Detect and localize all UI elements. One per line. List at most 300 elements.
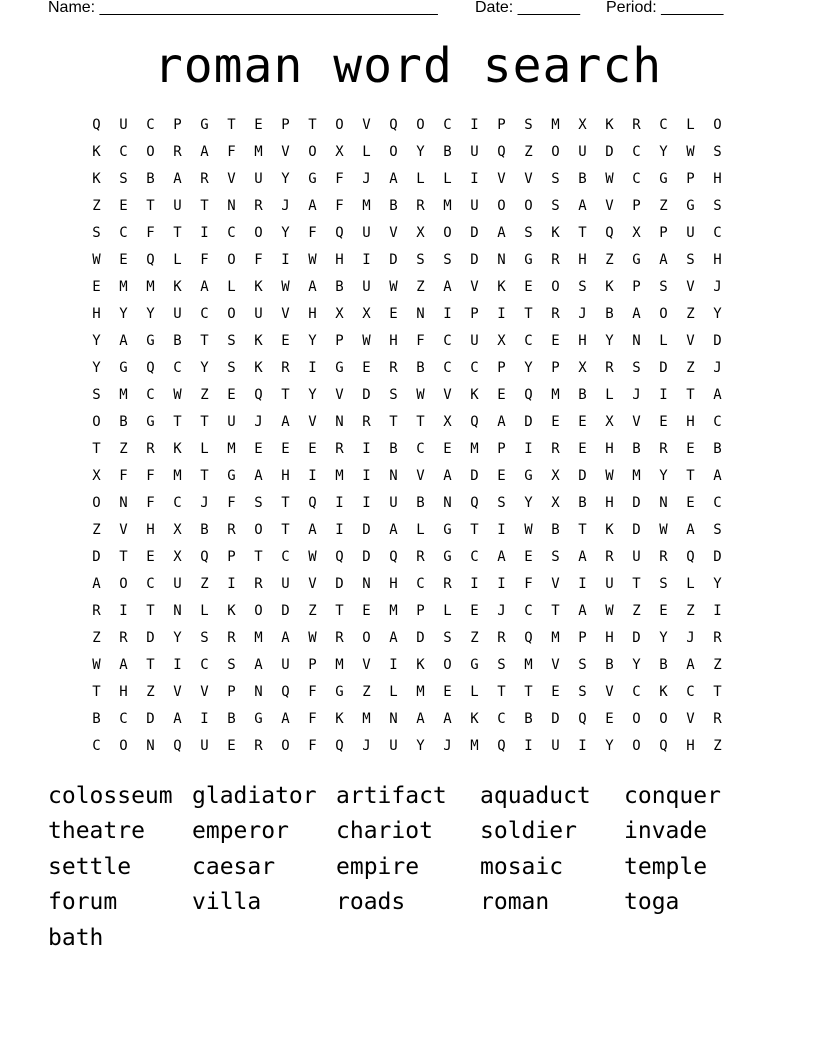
grid-letter: T: [146, 602, 155, 619]
grid-letter: W: [605, 602, 614, 619]
grid-letter: I: [524, 737, 533, 754]
grid-letter: M: [173, 467, 182, 484]
grid-letter: L: [659, 332, 668, 349]
grid-letter: U: [254, 305, 263, 322]
grid-letter: S: [524, 116, 533, 133]
grid-letter: T: [713, 683, 722, 700]
grid-letter: E: [119, 251, 128, 268]
grid-letter: P: [227, 683, 236, 700]
grid-letter: J: [497, 602, 506, 619]
grid-letter: F: [308, 710, 317, 727]
period-field[interactable]: Period: _______: [606, 0, 724, 16]
grid-letter: D: [146, 710, 155, 727]
grid-letter: F: [308, 224, 317, 241]
grid-letter: N: [119, 494, 128, 511]
grid-letter: Z: [524, 143, 533, 160]
grid-letter: I: [389, 656, 398, 673]
grid-letter: S: [551, 197, 560, 214]
grid-letter: W: [686, 143, 695, 160]
grid-letter: D: [605, 143, 614, 160]
grid-letter: W: [173, 386, 182, 403]
grid-letter: L: [686, 575, 695, 592]
grid-letter: K: [605, 521, 614, 538]
grid-letter: Z: [119, 440, 128, 457]
grid-letter: R: [362, 413, 371, 430]
grid-letter: V: [389, 224, 398, 241]
word-bank-item: villa: [192, 889, 262, 916]
grid-letter: U: [470, 143, 479, 160]
grid-letter: Y: [713, 305, 722, 322]
grid-letter: I: [470, 575, 479, 592]
grid-letter: Z: [92, 629, 101, 646]
grid-letter: I: [659, 386, 668, 403]
grid-letter: U: [632, 548, 641, 565]
grid-letter: O: [227, 251, 236, 268]
grid-letter: K: [659, 683, 668, 700]
grid-letter: T: [146, 197, 155, 214]
word-bank-item: aquaduct: [480, 782, 591, 809]
grid-letter: Y: [659, 143, 668, 160]
grid-letter: C: [281, 548, 290, 565]
word-bank-item: invade: [624, 818, 708, 845]
grid-letter: D: [470, 251, 479, 268]
grid-letter: F: [524, 575, 533, 592]
grid-letter: T: [254, 548, 263, 565]
grid-letter: L: [416, 521, 425, 538]
grid-letter: H: [308, 305, 317, 322]
grid-letter: I: [173, 656, 182, 673]
grid-letter: P: [497, 116, 506, 133]
grid-letter: T: [686, 386, 695, 403]
grid-letter: X: [551, 467, 560, 484]
word-bank-item: mosaic: [480, 853, 564, 880]
grid-letter: H: [92, 305, 101, 322]
grid-letter: L: [200, 602, 209, 619]
grid-letter: D: [389, 251, 398, 268]
grid-letter: M: [551, 386, 560, 403]
grid-letter: R: [713, 710, 722, 727]
grid-letter: U: [605, 575, 614, 592]
grid-letter: I: [119, 602, 128, 619]
grid-letter: K: [254, 359, 263, 376]
grid-letter: M: [551, 629, 560, 646]
grid-letter: C: [470, 548, 479, 565]
grid-letter: T: [497, 683, 506, 700]
grid-letter: C: [713, 494, 722, 511]
grid-letter: Z: [632, 602, 641, 619]
grid-letter: C: [470, 359, 479, 376]
grid-letter: S: [713, 197, 722, 214]
grid-letter: V: [308, 413, 317, 430]
grid-letter: P: [632, 278, 641, 295]
word-bank-item: conquer: [624, 782, 721, 809]
grid-letter: H: [605, 629, 614, 646]
grid-letter: L: [389, 683, 398, 700]
grid-letter: A: [308, 197, 317, 214]
grid-letter: W: [308, 629, 317, 646]
grid-letter: I: [227, 575, 236, 592]
word-bank-item: bath: [48, 924, 104, 951]
grid-letter: S: [497, 656, 506, 673]
grid-letter: B: [389, 440, 398, 457]
grid-letter: S: [659, 575, 668, 592]
grid-letter: E: [146, 548, 155, 565]
grid-letter: B: [200, 521, 209, 538]
grid-letter: M: [524, 656, 533, 673]
grid-letter: D: [416, 629, 425, 646]
grid-letter: Q: [335, 548, 344, 565]
grid-letter: U: [281, 656, 290, 673]
word-bank-item: forum: [48, 889, 118, 916]
grid-letter: M: [470, 440, 479, 457]
grid-letter: R: [443, 575, 452, 592]
grid-letter: A: [578, 548, 587, 565]
grid-letter: D: [659, 359, 668, 376]
grid-letter: Q: [389, 116, 398, 133]
grid-letter: L: [173, 251, 182, 268]
grid-letter: J: [254, 413, 263, 430]
grid-letter: Z: [713, 656, 722, 673]
word-bank: [48, 778, 768, 956]
grid-letter: Q: [308, 494, 317, 511]
grid-letter: Y: [92, 359, 101, 376]
grid-letter: R: [200, 170, 209, 187]
grid-letter: K: [92, 143, 101, 160]
grid-letter: U: [119, 116, 128, 133]
grid-letter: P: [578, 629, 587, 646]
grid-letter: D: [578, 467, 587, 484]
grid-letter: O: [227, 305, 236, 322]
grid-letter: O: [389, 143, 398, 160]
grid-letter: H: [389, 575, 398, 592]
grid-letter: M: [146, 278, 155, 295]
grid-letter: T: [551, 602, 560, 619]
grid-letter: X: [497, 332, 506, 349]
grid-letter: D: [632, 494, 641, 511]
grid-letter: X: [92, 467, 101, 484]
grid-letter: T: [119, 548, 128, 565]
grid-letter: C: [416, 575, 425, 592]
grid-letter: Y: [659, 467, 668, 484]
grid-letter: G: [254, 710, 263, 727]
grid-letter: D: [281, 602, 290, 619]
grid-letter: K: [335, 710, 344, 727]
grid-letter: O: [524, 197, 533, 214]
grid-letter: U: [227, 413, 236, 430]
grid-letter: I: [200, 710, 209, 727]
grid-letter: M: [227, 440, 236, 457]
grid-letter: C: [146, 575, 155, 592]
grid-letter: D: [632, 521, 641, 538]
grid-letter: U: [470, 197, 479, 214]
grid-letter: O: [308, 143, 317, 160]
grid-letter: W: [92, 251, 101, 268]
grid-letter: R: [551, 440, 560, 457]
grid-letter: Z: [308, 602, 317, 619]
grid-letter: W: [389, 278, 398, 295]
grid-letter: W: [659, 521, 668, 538]
grid-letter: Z: [659, 197, 668, 214]
grid-letter: X: [335, 305, 344, 322]
grid-letter: X: [173, 521, 182, 538]
grid-letter: A: [686, 521, 695, 538]
grid-letter: E: [686, 440, 695, 457]
grid-letter: O: [146, 143, 155, 160]
grid-letter: S: [200, 629, 209, 646]
grid-letter: G: [524, 251, 533, 268]
grid-letter: C: [200, 305, 209, 322]
grid-letter: G: [119, 359, 128, 376]
grid-letter: F: [146, 494, 155, 511]
grid-letter: N: [497, 251, 506, 268]
grid-letter: T: [578, 224, 587, 241]
grid-letter: V: [335, 386, 344, 403]
grid-letter: O: [443, 224, 452, 241]
grid-letter: U: [389, 494, 398, 511]
grid-letter: S: [443, 251, 452, 268]
grid-letter: V: [281, 143, 290, 160]
grid-letter: K: [173, 278, 182, 295]
grid-letter: Q: [524, 629, 533, 646]
grid-letter: I: [497, 305, 506, 322]
grid-letter: O: [416, 116, 425, 133]
grid-letter: W: [605, 467, 614, 484]
grid-letter: N: [254, 683, 263, 700]
grid-letter: D: [713, 548, 722, 565]
grid-letter: R: [416, 197, 425, 214]
word-bank-item: toga: [624, 889, 680, 916]
grid-letter: V: [362, 656, 371, 673]
grid-letter: B: [578, 386, 587, 403]
grid-letter: J: [632, 386, 641, 403]
grid-letter: C: [119, 710, 128, 727]
grid-letter: C: [173, 359, 182, 376]
grid-letter: R: [659, 548, 668, 565]
grid-letter: Q: [389, 548, 398, 565]
grid-letter: U: [470, 332, 479, 349]
grid-letter: K: [497, 278, 506, 295]
grid-letter: I: [524, 440, 533, 457]
grid-letter: E: [362, 602, 371, 619]
grid-letter: G: [470, 656, 479, 673]
grid-letter: N: [389, 467, 398, 484]
grid-letter: A: [578, 197, 587, 214]
grid-letter: M: [119, 386, 128, 403]
grid-letter: W: [281, 278, 290, 295]
grid-letter: Y: [173, 629, 182, 646]
grid-letter: N: [632, 332, 641, 349]
grid-letter: I: [578, 737, 587, 754]
grid-letter: Q: [335, 737, 344, 754]
grid-letter: K: [416, 656, 425, 673]
grid-letter: S: [227, 359, 236, 376]
grid-letter: Y: [605, 737, 614, 754]
grid-letter: V: [686, 710, 695, 727]
grid-letter: P: [632, 197, 641, 214]
grid-letter: O: [551, 143, 560, 160]
grid-letter: K: [605, 116, 614, 133]
word-bank-item: chariot: [336, 818, 433, 845]
grid-letter: Q: [335, 224, 344, 241]
grid-letter: F: [335, 170, 344, 187]
name-field[interactable]: Name: ______________________________________: [48, 0, 438, 16]
grid-letter: T: [281, 494, 290, 511]
grid-letter: U: [362, 278, 371, 295]
grid-letter: E: [308, 440, 317, 457]
grid-letter: T: [389, 413, 398, 430]
grid-letter: Z: [713, 737, 722, 754]
grid-letter: X: [173, 548, 182, 565]
grid-letter: M: [335, 467, 344, 484]
grid-letter: R: [497, 629, 506, 646]
grid-letter: Q: [470, 494, 479, 511]
grid-letter: A: [443, 278, 452, 295]
grid-letter: O: [551, 278, 560, 295]
grid-letter: Q: [524, 386, 533, 403]
grid-letter: R: [227, 521, 236, 538]
grid-letter: Y: [308, 332, 317, 349]
grid-letter: E: [497, 386, 506, 403]
grid-letter: O: [632, 737, 641, 754]
grid-letter: M: [470, 737, 479, 754]
grid-letter: T: [146, 656, 155, 673]
grid-letter: C: [632, 683, 641, 700]
grid-letter: O: [119, 575, 128, 592]
grid-letter: T: [92, 440, 101, 457]
grid-letter: S: [227, 332, 236, 349]
grid-letter: S: [497, 494, 506, 511]
grid-letter: C: [416, 440, 425, 457]
grid-letter: B: [578, 494, 587, 511]
grid-letter: I: [578, 575, 587, 592]
grid-letter: S: [389, 386, 398, 403]
grid-letter: T: [173, 224, 182, 241]
grid-letter: Q: [497, 143, 506, 160]
grid-letter: O: [92, 494, 101, 511]
grid-letter: X: [551, 494, 560, 511]
grid-letter: T: [281, 386, 290, 403]
grid-letter: H: [713, 170, 722, 187]
grid-letter: A: [308, 521, 317, 538]
grid-letter: V: [200, 683, 209, 700]
grid-letter: K: [254, 332, 263, 349]
grid-letter: B: [632, 440, 641, 457]
grid-letter: L: [200, 440, 209, 457]
grid-letter: A: [443, 467, 452, 484]
word-bank-item: caesar: [192, 853, 276, 880]
grid-letter: Z: [362, 683, 371, 700]
grid-letter: T: [200, 413, 209, 430]
grid-letter: R: [119, 629, 128, 646]
grid-letter: E: [470, 602, 479, 619]
grid-letter: X: [578, 359, 587, 376]
grid-letter: C: [200, 656, 209, 673]
grid-letter: N: [416, 305, 425, 322]
date-field[interactable]: Date: _______: [475, 0, 580, 16]
grid-letter: P: [227, 548, 236, 565]
grid-letter: V: [227, 170, 236, 187]
grid-letter: R: [632, 116, 641, 133]
grid-letter: I: [308, 467, 317, 484]
grid-letter: M: [335, 656, 344, 673]
grid-letter: K: [470, 386, 479, 403]
grid-letter: L: [470, 683, 479, 700]
grid-letter: V: [308, 575, 317, 592]
grid-letter: M: [362, 197, 371, 214]
grid-letter: C: [713, 413, 722, 430]
grid-letter: L: [416, 170, 425, 187]
grid-letter: J: [200, 494, 209, 511]
grid-letter: E: [659, 413, 668, 430]
grid-letter: S: [578, 683, 587, 700]
grid-letter: W: [524, 521, 533, 538]
grid-letter: A: [200, 143, 209, 160]
grid-letter: J: [443, 737, 452, 754]
word-bank-item: theatre: [48, 818, 145, 845]
grid-letter: I: [200, 224, 209, 241]
grid-letter: L: [443, 170, 452, 187]
grid-letter: V: [551, 575, 560, 592]
grid-letter: F: [254, 251, 263, 268]
grid-letter: H: [605, 494, 614, 511]
grid-letter: S: [551, 170, 560, 187]
grid-letter: F: [227, 143, 236, 160]
grid-letter: I: [470, 116, 479, 133]
grid-letter: S: [119, 170, 128, 187]
grid-letter: Q: [605, 224, 614, 241]
grid-letter: J: [362, 170, 371, 187]
grid-letter: K: [173, 440, 182, 457]
grid-letter: T: [308, 116, 317, 133]
grid-letter: Y: [281, 224, 290, 241]
grid-letter: C: [227, 224, 236, 241]
grid-letter: V: [362, 116, 371, 133]
grid-letter: R: [92, 602, 101, 619]
grid-letter: Z: [470, 629, 479, 646]
grid-letter: U: [578, 143, 587, 160]
grid-letter: M: [362, 710, 371, 727]
grid-letter: C: [119, 224, 128, 241]
grid-letter: B: [119, 413, 128, 430]
grid-letter: E: [443, 683, 452, 700]
grid-letter: E: [524, 548, 533, 565]
grid-letter: D: [470, 224, 479, 241]
grid-letter: H: [146, 521, 155, 538]
grid-letter: A: [254, 656, 263, 673]
grid-letter: A: [713, 467, 722, 484]
grid-letter: Y: [416, 737, 425, 754]
grid-letter: A: [686, 656, 695, 673]
grid-letter: F: [308, 737, 317, 754]
grid-letter: M: [119, 278, 128, 295]
grid-letter: P: [308, 656, 317, 673]
grid-letter: B: [416, 359, 425, 376]
grid-letter: R: [254, 197, 263, 214]
grid-letter: A: [443, 710, 452, 727]
grid-letter: C: [632, 143, 641, 160]
grid-letter: T: [200, 467, 209, 484]
word-bank-item: soldier: [480, 818, 577, 845]
word-bank-item: emperor: [192, 818, 289, 845]
word-bank-item: gladiator: [192, 782, 317, 809]
grid-letter: T: [470, 521, 479, 538]
grid-letter: R: [605, 548, 614, 565]
grid-letter: I: [497, 575, 506, 592]
grid-letter: G: [443, 548, 452, 565]
grid-letter: G: [335, 683, 344, 700]
grid-letter: Z: [686, 359, 695, 376]
grid-letter: E: [92, 278, 101, 295]
